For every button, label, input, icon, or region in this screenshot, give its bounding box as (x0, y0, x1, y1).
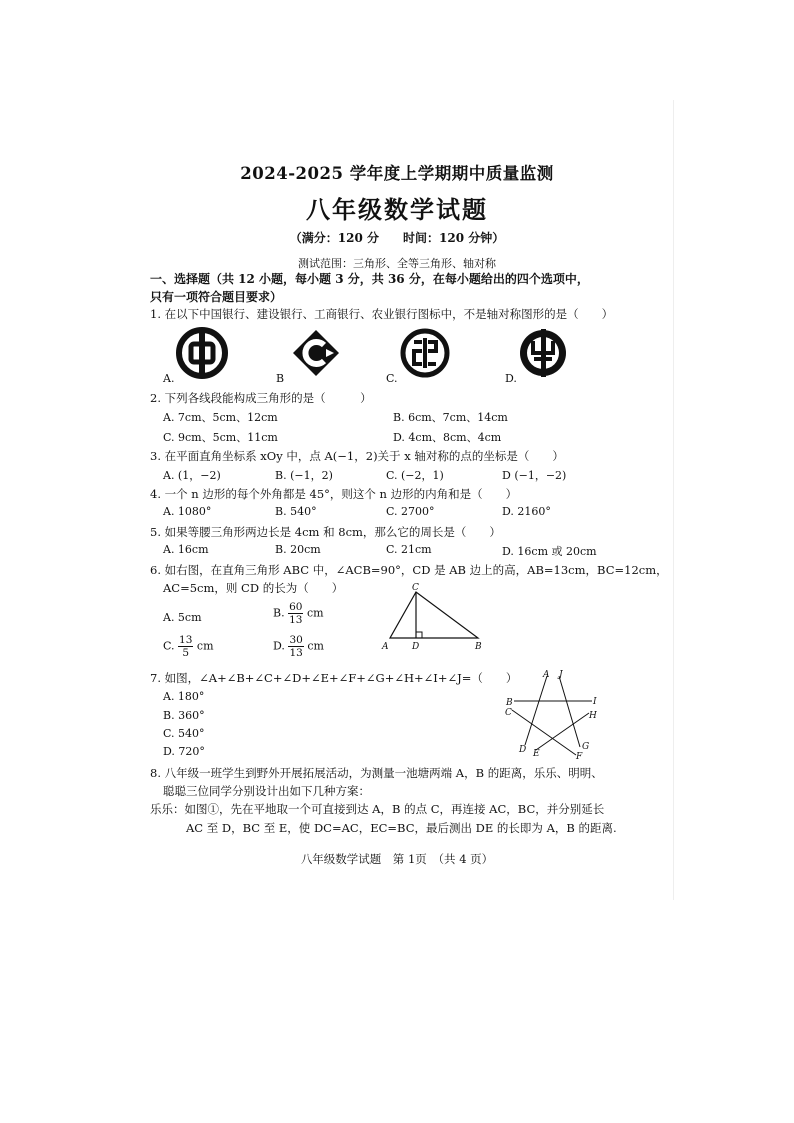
fraction-denominator: 13 (289, 614, 303, 626)
fraction-numerator: 60 (289, 601, 303, 613)
question-5-option-a[interactable]: A. 16cm (163, 543, 209, 556)
question-1-option-a[interactable]: A. (163, 372, 175, 385)
question-8-stem-line2: 聪聪三位同学分别设计出如下几种方案： (163, 784, 370, 798)
label-b: B (506, 698, 513, 708)
option-b-label: B. (273, 606, 285, 620)
question-7-option-d[interactable]: D. 720° (163, 745, 205, 758)
fraction-denominator: 5 (182, 647, 190, 659)
question-4-option-c[interactable]: C. 2700° (386, 505, 435, 518)
option-d-unit: cm (307, 639, 324, 653)
question-2-option-a[interactable]: A. 7cm、5cm、12cm (163, 411, 278, 424)
question-6-option-b[interactable] (273, 601, 324, 626)
question-4-option-d[interactable]: D. 2160° (502, 505, 551, 518)
option-d-label: D. (273, 639, 285, 653)
question-1-option-b[interactable]: B (276, 372, 285, 385)
section-heading: 一、选择题（共 12 小题，每小题 3 分，共 36 分，在每小题给出的四个选项中，只有一项符合题目要求） (150, 272, 589, 304)
agricultural-bank-logo (517, 327, 569, 379)
question-7-option-a[interactable]: A. 180° (163, 690, 205, 703)
option-b-unit: cm (306, 606, 324, 620)
exam-scope: 测试范围：三角形、全等三角形、轴对称 (298, 257, 496, 270)
label-b: B (475, 642, 482, 652)
question-6-stem-line2: AC=5cm，则 CD 的长为（ ） (163, 581, 344, 595)
option-b-fraction (288, 601, 303, 626)
option-c-label: C. (163, 639, 175, 653)
question-5-stem: 5. 如果等腰三角形两边长是 4cm 和 8cm，那么它的周长是（ ） (150, 525, 501, 539)
question-3-option-c[interactable]: C. (−2，1) (386, 469, 444, 482)
fraction-denominator: 13 (289, 647, 303, 659)
question-2-option-d[interactable]: D. 4cm、8cm、4cm (393, 431, 502, 444)
question-6-option-c[interactable] (163, 634, 214, 659)
label-e: E (533, 749, 540, 759)
label-c: C (412, 583, 419, 593)
question-2-option-b[interactable]: B. 6cm、7cm、14cm (393, 411, 508, 424)
question-7-option-b[interactable]: B. 360° (163, 709, 205, 722)
right-angle-mark (416, 632, 422, 638)
bank-of-china-logo (176, 327, 228, 379)
question-1-option-d[interactable]: D. (505, 372, 517, 385)
question-5-option-b[interactable]: B. 20cm (275, 543, 321, 556)
fraction-numerator: 30 (289, 634, 303, 646)
option-c-fraction (178, 634, 193, 659)
question-2-option-c[interactable]: C. 9cm、5cm、11cm (163, 431, 278, 444)
question-3-stem: 3. 在平面直角坐标系 xOy 中，点 A(−1，2)关于 x 轴对称的点的坐标是（ ） (150, 449, 564, 463)
question-4-stem: 4. 一个 n 边形的每个外角都是 45°，则这个 n 边形的内角和是（ ） (150, 487, 518, 501)
question-6-option-a[interactable]: A. 5cm (163, 611, 202, 624)
question-2-stem: 2. 下列各线段能构成三角形的是（ ） (150, 391, 372, 405)
option-d-fraction (288, 634, 303, 659)
exam-subject-title: 八年级数学试题 (306, 195, 488, 224)
segment-j-g (559, 676, 580, 747)
segment-a-d (525, 676, 547, 745)
question-1-option-c[interactable]: C. (386, 372, 398, 385)
question-8-plan-line1: 乐乐：如图①，先在平地取一个可直接到达 A，B 的点 C，再连接 AC，BC，并分别延长 (150, 802, 605, 816)
label-g: G (582, 742, 590, 752)
right-triangle-figure (378, 582, 490, 654)
question-3-option-a[interactable]: A. (1，−2) (163, 469, 221, 482)
option-c-unit: cm (196, 639, 214, 653)
label-i: I (593, 697, 597, 707)
icbc-logo (399, 327, 451, 379)
fraction-numerator: 13 (179, 634, 193, 646)
question-7-option-c[interactable]: C. 540° (163, 727, 205, 740)
question-6-option-d[interactable] (273, 634, 324, 659)
exam-score-time: （满分：120 分 时间：120 分钟） (289, 231, 505, 245)
label-f: F (576, 752, 583, 760)
label-j: J (559, 670, 563, 680)
label-c: C (505, 708, 512, 718)
star-angle-figure (500, 668, 605, 760)
label-d: D (412, 642, 420, 652)
label-d: D (519, 745, 527, 755)
question-1-stem: 1. 在以下中国银行、建设银行、工商银行、农业银行图标中，不是轴对称图形的是（ ） (150, 307, 614, 321)
exam-term-title: 2024-2025 学年度上学期期中质量监测 (240, 164, 554, 183)
question-8-plan-line2: AC 至 D，BC 至 E，使 DC=AC，EC=BC，最后测出 DE 的长即为 A，B 的距离. (186, 821, 617, 835)
construction-bank-logo (290, 327, 342, 379)
question-8-stem-line1: 8. 八年级一班学生到野外开展拓展活动，为测量一池塘两端 A，B 的距离，乐乐、明明、 (150, 766, 603, 780)
question-4-option-b[interactable]: B. 540° (275, 505, 317, 518)
label-a: A (543, 670, 550, 680)
question-4-option-a[interactable]: A. 1080° (163, 505, 212, 518)
question-5-option-d[interactable]: D. 16cm 或 20cm (502, 545, 597, 558)
triangle-abc (390, 592, 478, 638)
label-h: H (589, 711, 597, 721)
page-footer: 八年级数学试题 第 1页 （共 4 页） (300, 852, 494, 866)
question-6-stem-line1: 6. 如右图，在直角三角形 ABC 中，∠ACB=90°，CD 是 AB 边上的高，AB=13cm，BC=12cm， (150, 563, 668, 577)
question-7-stem: 7. 如图，∠A+∠B+∠C+∠D+∠E+∠F+∠G+∠H+∠I+∠J=（ ） (150, 671, 518, 685)
question-5-option-c[interactable]: C. 21cm (386, 543, 432, 556)
question-3-option-b[interactable]: B. (−1，2) (275, 469, 333, 482)
label-a: A (382, 642, 389, 652)
question-3-option-d[interactable]: D (−1，−2) (502, 469, 567, 482)
